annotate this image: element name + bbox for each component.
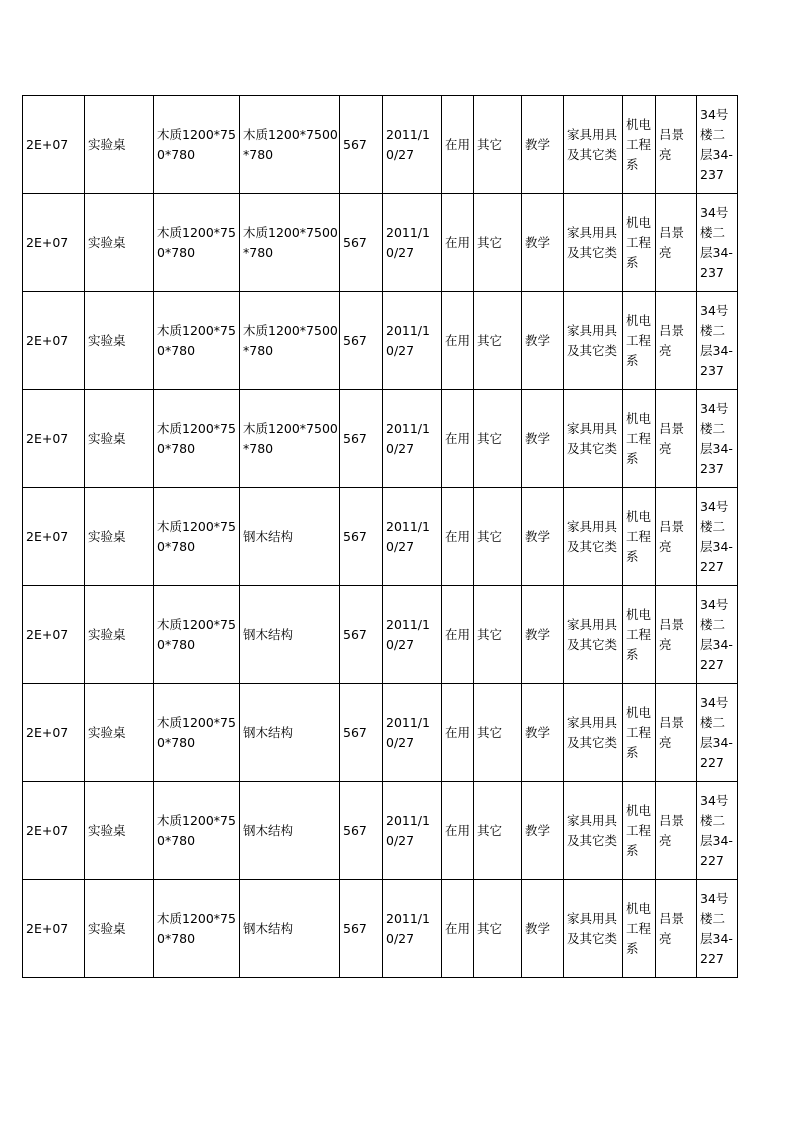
location-cell: 34号楼二层34-227	[697, 586, 738, 684]
asset-name-cell: 实验桌	[85, 880, 154, 978]
price-cell: 567	[340, 488, 383, 586]
table-row	[23, 880, 738, 978]
purchase-date-cell: 2011/10/27	[383, 390, 442, 488]
asset-code-cell: 2E+07	[23, 96, 85, 194]
asset-name-cell: 实验桌	[85, 292, 154, 390]
location-cell: 34号楼二层34-237	[697, 96, 738, 194]
department-cell: 机电工程系	[623, 782, 656, 880]
usage-cell: 教学	[522, 586, 564, 684]
usage-cell: 教学	[522, 782, 564, 880]
location-cell: 34号楼二层34-227	[697, 684, 738, 782]
model-cell: 钢木结构	[240, 880, 340, 978]
spec-cell: 木质1200*750*780	[154, 390, 240, 488]
asset-code-cell: 2E+07	[23, 880, 85, 978]
asset-name-cell: 实验桌	[85, 96, 154, 194]
location-cell: 34号楼二层34-227	[697, 880, 738, 978]
spec-cell: 木质1200*750*780	[154, 684, 240, 782]
spec-cell: 木质1200*750*780	[154, 96, 240, 194]
asset-name-cell: 实验桌	[85, 390, 154, 488]
model-cell: 木质1200*7500*780	[240, 390, 340, 488]
purchase-date-cell: 2011/10/27	[383, 194, 442, 292]
price-cell: 567	[340, 390, 383, 488]
price-cell: 567	[340, 96, 383, 194]
usage-cell: 教学	[522, 684, 564, 782]
asset-code-cell: 2E+07	[23, 292, 85, 390]
department-cell: 机电工程系	[623, 96, 656, 194]
keeper-cell: 吕景亮	[656, 880, 697, 978]
purchase-date-cell: 2011/10/27	[383, 782, 442, 880]
keeper-cell: 吕景亮	[656, 684, 697, 782]
department-cell: 机电工程系	[623, 194, 656, 292]
purchase-date-cell: 2011/10/27	[383, 488, 442, 586]
keeper-cell: 吕景亮	[656, 96, 697, 194]
asset-code-cell: 2E+07	[23, 488, 85, 586]
spec-cell: 木质1200*750*780	[154, 880, 240, 978]
purchase-date-cell: 2011/10/27	[383, 586, 442, 684]
usage-cell: 教学	[522, 390, 564, 488]
location-cell: 34号楼二层34-227	[697, 782, 738, 880]
category-cell: 家具用具及其它类	[564, 586, 623, 684]
source-cell: 其它	[474, 488, 522, 586]
table-row	[23, 488, 738, 586]
table-row	[23, 586, 738, 684]
table-row	[23, 194, 738, 292]
spec-cell: 木质1200*750*780	[154, 782, 240, 880]
category-cell: 家具用具及其它类	[564, 488, 623, 586]
purchase-date-cell: 2011/10/27	[383, 880, 442, 978]
purchase-date-cell: 2011/10/27	[383, 292, 442, 390]
model-cell: 钢木结构	[240, 684, 340, 782]
location-cell: 34号楼二层34-237	[697, 390, 738, 488]
keeper-cell: 吕景亮	[656, 194, 697, 292]
table-row	[23, 390, 738, 488]
category-cell: 家具用具及其它类	[564, 96, 623, 194]
price-cell: 567	[340, 194, 383, 292]
table-row	[23, 782, 738, 880]
source-cell: 其它	[474, 194, 522, 292]
asset-table	[22, 95, 738, 978]
usage-cell: 教学	[522, 96, 564, 194]
usage-cell: 教学	[522, 292, 564, 390]
location-cell: 34号楼二层34-237	[697, 194, 738, 292]
usage-cell: 教学	[522, 194, 564, 292]
model-cell: 木质1200*7500*780	[240, 194, 340, 292]
source-cell: 其它	[474, 586, 522, 684]
asset-name-cell: 实验桌	[85, 194, 154, 292]
source-cell: 其它	[474, 292, 522, 390]
keeper-cell: 吕景亮	[656, 292, 697, 390]
department-cell: 机电工程系	[623, 488, 656, 586]
status-cell: 在用	[442, 390, 474, 488]
asset-code-cell: 2E+07	[23, 194, 85, 292]
model-cell: 木质1200*7500*780	[240, 96, 340, 194]
asset-code-cell: 2E+07	[23, 684, 85, 782]
purchase-date-cell: 2011/10/27	[383, 96, 442, 194]
table-row	[23, 292, 738, 390]
department-cell: 机电工程系	[623, 684, 656, 782]
category-cell: 家具用具及其它类	[564, 782, 623, 880]
source-cell: 其它	[474, 390, 522, 488]
status-cell: 在用	[442, 782, 474, 880]
table-body	[23, 96, 738, 978]
spec-cell: 木质1200*750*780	[154, 292, 240, 390]
price-cell: 567	[340, 880, 383, 978]
department-cell: 机电工程系	[623, 880, 656, 978]
asset-name-cell: 实验桌	[85, 782, 154, 880]
asset-code-cell: 2E+07	[23, 782, 85, 880]
status-cell: 在用	[442, 194, 474, 292]
price-cell: 567	[340, 292, 383, 390]
asset-code-cell: 2E+07	[23, 390, 85, 488]
department-cell: 机电工程系	[623, 292, 656, 390]
model-cell: 钢木结构	[240, 488, 340, 586]
status-cell: 在用	[442, 586, 474, 684]
keeper-cell: 吕景亮	[656, 586, 697, 684]
price-cell: 567	[340, 782, 383, 880]
table-row	[23, 96, 738, 194]
source-cell: 其它	[474, 96, 522, 194]
asset-name-cell: 实验桌	[85, 586, 154, 684]
usage-cell: 教学	[522, 488, 564, 586]
keeper-cell: 吕景亮	[656, 782, 697, 880]
asset-name-cell: 实验桌	[85, 684, 154, 782]
category-cell: 家具用具及其它类	[564, 194, 623, 292]
purchase-date-cell: 2011/10/27	[383, 684, 442, 782]
usage-cell: 教学	[522, 880, 564, 978]
spec-cell: 木质1200*750*780	[154, 586, 240, 684]
department-cell: 机电工程系	[623, 390, 656, 488]
spec-cell: 木质1200*750*780	[154, 488, 240, 586]
model-cell: 钢木结构	[240, 782, 340, 880]
keeper-cell: 吕景亮	[656, 390, 697, 488]
category-cell: 家具用具及其它类	[564, 880, 623, 978]
category-cell: 家具用具及其它类	[564, 292, 623, 390]
status-cell: 在用	[442, 684, 474, 782]
table-row	[23, 684, 738, 782]
asset-name-cell: 实验桌	[85, 488, 154, 586]
status-cell: 在用	[442, 292, 474, 390]
source-cell: 其它	[474, 684, 522, 782]
location-cell: 34号楼二层34-227	[697, 488, 738, 586]
spec-cell: 木质1200*750*780	[154, 194, 240, 292]
status-cell: 在用	[442, 488, 474, 586]
category-cell: 家具用具及其它类	[564, 390, 623, 488]
model-cell: 钢木结构	[240, 586, 340, 684]
price-cell: 567	[340, 684, 383, 782]
department-cell: 机电工程系	[623, 586, 656, 684]
source-cell: 其它	[474, 880, 522, 978]
model-cell: 木质1200*7500*780	[240, 292, 340, 390]
keeper-cell: 吕景亮	[656, 488, 697, 586]
status-cell: 在用	[442, 880, 474, 978]
category-cell: 家具用具及其它类	[564, 684, 623, 782]
location-cell: 34号楼二层34-237	[697, 292, 738, 390]
source-cell: 其它	[474, 782, 522, 880]
price-cell: 567	[340, 586, 383, 684]
asset-code-cell: 2E+07	[23, 586, 85, 684]
status-cell: 在用	[442, 96, 474, 194]
